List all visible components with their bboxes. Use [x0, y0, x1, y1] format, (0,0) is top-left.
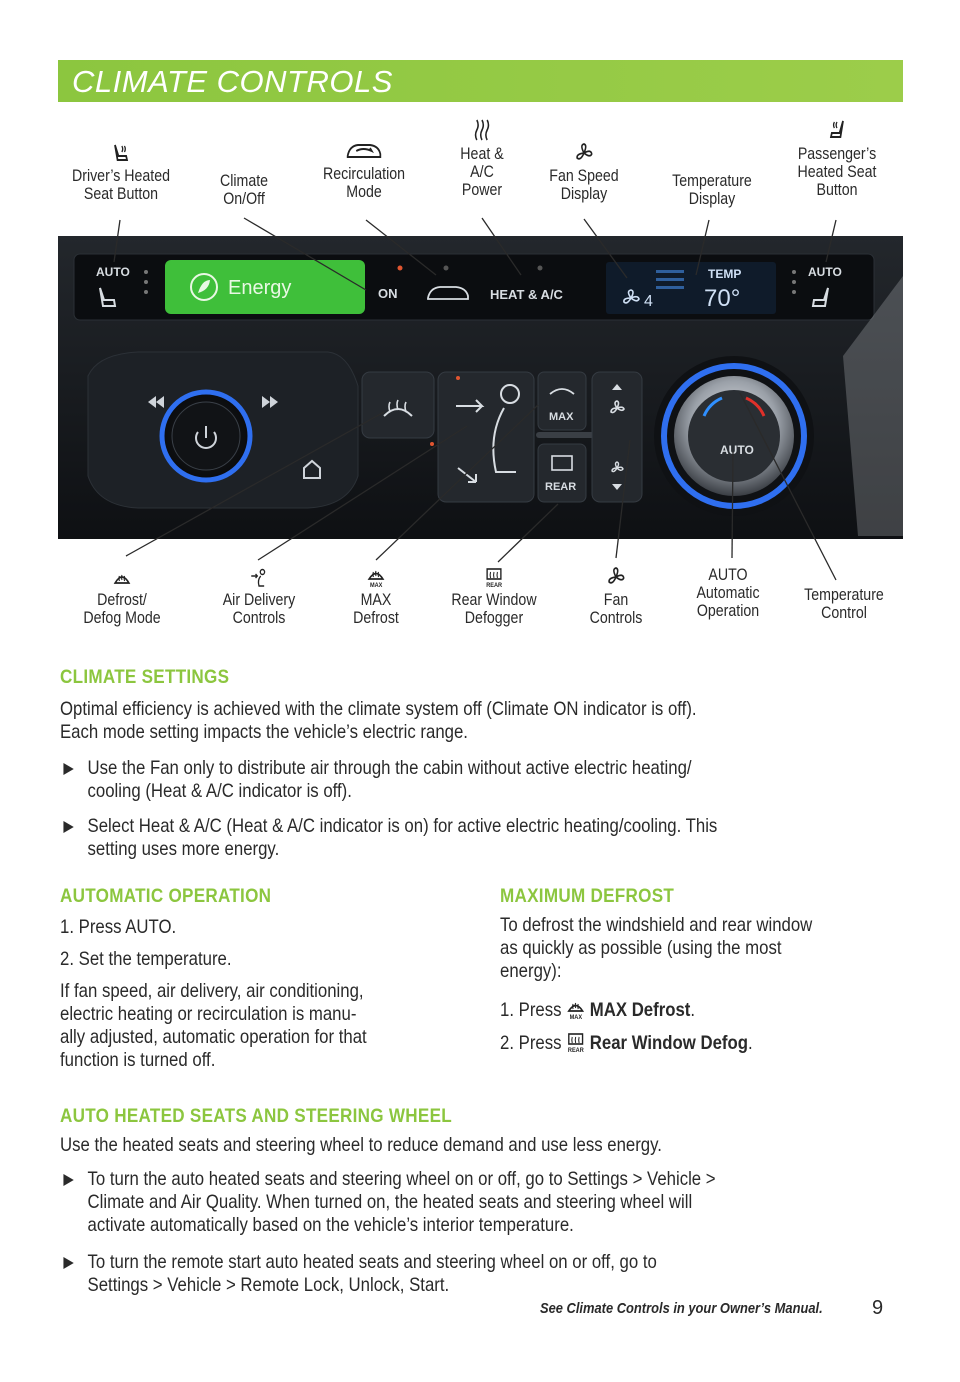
defrost-label: Defrost/ Defog Mode [69, 568, 176, 627]
fan-controls-label: Fan Controls [578, 566, 654, 627]
on-button[interactable]: ON [378, 286, 398, 301]
heated-seats-bullet-1: To turn the auto heated seats and steering wheel on or off, go to Settings > Vehicle > Climate and Air Quality. When turned on, the heated seats and steering wheel will activate automatically based on the vehicle’s interior temperature. [60, 1168, 913, 1237]
heated-seats-intro: Use the heated seats and steering wheel to reduce demand and use less energy. [60, 1134, 662, 1156]
auto-note: If fan speed, air delivery, air conditioning, electric heating or recirculation is manu- ally adjusted, automatic operation for that function is turned off. [60, 980, 367, 1071]
fan-buttons[interactable] [592, 372, 642, 502]
rear-defog-inline-icon [566, 1031, 585, 1053]
temp-display-value: 70° [704, 285, 741, 312]
auto-left-text: AUTO [96, 265, 130, 279]
temperature-display-label: Temperature Display [672, 172, 752, 208]
heat-ac-label: Heat & A/C Power [446, 118, 518, 199]
auto-right-text: AUTO [808, 265, 842, 279]
heat-waves-icon [473, 118, 492, 142]
air-delivery-icon [250, 568, 269, 588]
auto-operation-label: AUTO Automatic Operation [696, 566, 760, 620]
max-defrost-step-1: 1. Press MAX MAX Defrost. [500, 999, 696, 1021]
heated-seat-icon [112, 142, 131, 164]
climate-onoff-label: Climate On/Off [219, 172, 269, 208]
heated-seats-heading: AUTO HEATED SEATS AND STEERING WHEEL [60, 1106, 452, 1127]
recirculation-icon [344, 140, 384, 162]
temperature-control-label: Temperature Control [804, 586, 884, 622]
climate-settings-heading: CLIMATE SETTINGS [60, 667, 230, 688]
max-defrost-inline-icon [566, 998, 585, 1020]
svg-text:MAX: MAX [369, 582, 383, 588]
rear-defog-icon [485, 566, 504, 588]
defrost-button[interactable] [362, 372, 434, 438]
automatic-operation-heading: AUTOMATIC OPERATION [60, 886, 272, 907]
rear-defogger-label: REAR Rear Window Defogger [437, 566, 551, 627]
auto-knob-button[interactable]: AUTO [720, 443, 754, 457]
auto-step-2: 2. Set the temperature. [60, 948, 232, 970]
svg-text:MAX: MAX [569, 1014, 583, 1020]
passenger-heated-seat-label: Passenger’s Heated Seat Button [785, 118, 890, 199]
air-delivery-label: Air Delivery Controls [210, 568, 308, 627]
max-defrost-label: MAX MAX Defrost [342, 566, 411, 627]
rear-text: REAR [545, 481, 577, 493]
rear-defog-button[interactable] [538, 444, 586, 502]
title-banner [58, 60, 903, 102]
defrost-icon [113, 568, 132, 588]
auto-step-1: 1. Press AUTO. [60, 916, 177, 938]
temp-display-label: TEMP [708, 267, 742, 281]
climate-settings-intro: Optimal efficiency is achieved with the climate system off (Climate ON indicator is off). Each mode setting impacts the vehicle’s electric range. [60, 698, 697, 743]
heated-seats-bullet-2: To turn the remote start auto heated seats and steering wheel on or off, go to Settings > Vehicle > Remote Lock, Unlock, Start. [60, 1251, 913, 1297]
max-defrost-icon [367, 566, 386, 588]
climate-panel-photo [58, 236, 903, 539]
energy-text: Energy [228, 277, 292, 299]
recirculation-label: Recirculation Mode [312, 140, 415, 201]
max-defrost-intro: To defrost the windshield and rear window as quickly as possible (using the most energy): [500, 914, 813, 982]
max-text: MAX [549, 411, 574, 423]
fan-controls-icon [607, 566, 626, 588]
heat-ac-button[interactable]: HEAT & A/C [490, 287, 563, 302]
svg-text:REAR: REAR [567, 1047, 584, 1053]
page-number: 9 [872, 1297, 884, 1319]
fan-speed-display-label: Fan Speed Display [541, 142, 627, 203]
svg-text:REAR: REAR [486, 582, 503, 588]
fan-icon [575, 142, 594, 164]
maximum-defrost-heading: MAXIMUM DEFROST [500, 886, 675, 907]
page-title: CLIMATE CONTROLS [72, 64, 393, 99]
fan-level-value: 4 [644, 293, 653, 310]
max-defrost-step-2: 2. Press REAR Rear Window Defog. [500, 1032, 753, 1054]
passenger-heated-seat-icon [828, 118, 847, 142]
climate-panel-illustration [58, 236, 903, 539]
driver-heated-seat-label: Driver’s Heated Seat Button [67, 142, 175, 203]
climate-settings-bullet-1: Use the Fan only to distribute air through the cabin without active electric heating/ cooling (Heat & A/C indicator is off). [60, 757, 913, 803]
climate-settings-bullet-2: Select Heat & A/C (Heat & A/C indicator is on) for active electric heating/cooling. This setting uses more energy. [60, 815, 913, 861]
owners-manual-note: See Climate Controls in your Owner’s Manual. [540, 1300, 823, 1317]
